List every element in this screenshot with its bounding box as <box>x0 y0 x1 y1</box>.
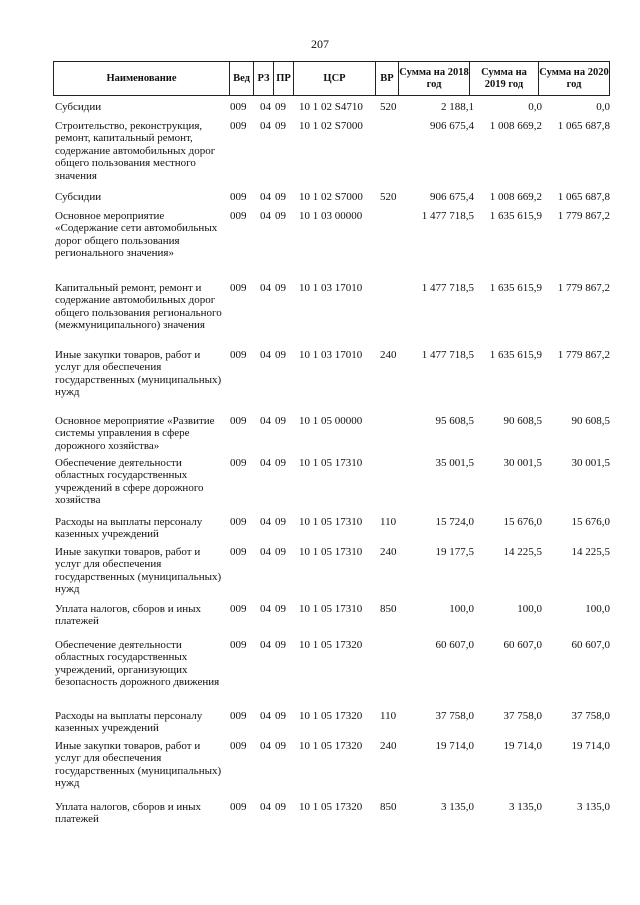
row-name: Уплата налогов, сборов и иных платежей <box>55 801 202 826</box>
row-name: Уплата налогов, сборов и иных платежей <box>55 603 202 628</box>
row-ved: 009 <box>230 349 247 361</box>
row-csr: 10 1 03 17010 <box>299 282 363 294</box>
row-name: Основное мероприятие «Содержание сети автомобильных дорог общего пользования регионального значения» <box>55 210 218 260</box>
row-rz: 04 <box>260 801 271 813</box>
row-vr: 240 <box>380 546 397 558</box>
row-csr: 10 1 05 17320 <box>299 639 363 651</box>
row-pr: 09 <box>275 740 286 752</box>
row-sum-2018: 19 714,0 <box>435 740 474 752</box>
row-sum-2020: 1 065 687,8 <box>557 191 610 203</box>
header-sum-2019: Сумма на 2019 год <box>469 62 538 95</box>
row-sum-2018: 1 477 718,5 <box>421 282 474 294</box>
row-rz: 04 <box>260 740 271 752</box>
row-pr: 09 <box>275 415 286 427</box>
row-rz: 04 <box>260 349 271 361</box>
row-ved: 009 <box>230 415 247 427</box>
row-name: Основное мероприятие «Развитие системы управления в сфере дорожного хозяйства» <box>55 415 215 452</box>
row-vr: 520 <box>380 191 397 203</box>
row-name: Субсидии <box>55 101 102 113</box>
row-pr: 09 <box>275 603 286 615</box>
row-vr: 520 <box>380 101 397 113</box>
row-sum-2020: 3 135,0 <box>577 801 610 813</box>
header-pr: ПР <box>273 62 293 95</box>
row-sum-2018: 100,0 <box>449 603 474 615</box>
row-sum-2019: 15 676,0 <box>503 516 542 528</box>
row-ved: 009 <box>230 210 247 222</box>
row-name: Капитальный ремонт, ремонт и содержание автомобильных дорог общего пользования регионального (межмуниципального) значения <box>55 282 222 332</box>
row-pr: 09 <box>275 639 286 651</box>
row-pr: 09 <box>275 546 286 558</box>
row-ved: 009 <box>230 740 247 752</box>
row-sum-2019: 60 607,0 <box>503 639 542 651</box>
row-pr: 09 <box>275 282 286 294</box>
row-name: Расходы на выплаты персоналу казенных учреждений <box>55 516 203 541</box>
row-csr: 10 1 05 17310 <box>299 603 363 615</box>
row-rz: 04 <box>260 639 271 651</box>
row-pr: 09 <box>275 801 286 813</box>
row-ved: 009 <box>230 603 247 615</box>
row-vr: 850 <box>380 801 397 813</box>
row-rz: 04 <box>260 191 271 203</box>
row-sum-2020: 14 225,5 <box>571 546 610 558</box>
row-name: Строительство, реконструкция, ремонт, капитальный ремонт, содержание автомобильных дорог общего пользования местного значения <box>55 120 216 182</box>
row-sum-2019: 19 714,0 <box>503 740 542 752</box>
row-sum-2018: 37 758,0 <box>435 710 474 722</box>
row-ved: 009 <box>230 191 247 203</box>
row-sum-2020: 0,0 <box>596 101 610 113</box>
row-csr: 10 1 05 17320 <box>299 710 363 722</box>
row-sum-2020: 15 676,0 <box>571 516 610 528</box>
row-pr: 09 <box>275 457 286 469</box>
row-csr: 10 1 02 S7000 <box>299 191 363 203</box>
page-number: 207 <box>311 37 329 51</box>
header-csr: ЦСР <box>293 62 375 95</box>
row-sum-2019: 30 001,5 <box>503 457 542 469</box>
row-sum-2018: 906 675,4 <box>430 191 474 203</box>
row-rz: 04 <box>260 120 271 132</box>
row-sum-2019: 1 635 615,9 <box>489 282 542 294</box>
row-rz: 04 <box>260 415 271 427</box>
row-sum-2020: 30 001,5 <box>571 457 610 469</box>
row-name: Обеспечение деятельности областных государственных учреждений в сфере дорожного хозяйства <box>55 457 204 507</box>
header-sum-2020: Сумма на 2020 год <box>538 62 609 95</box>
row-csr: 10 1 02 S4710 <box>299 101 363 113</box>
row-sum-2019: 90 608,5 <box>503 415 542 427</box>
row-sum-2019: 1 635 615,9 <box>489 210 542 222</box>
row-ved: 009 <box>230 282 247 294</box>
row-sum-2018: 3 135,0 <box>441 801 474 813</box>
row-pr: 09 <box>275 516 286 528</box>
row-vr: 110 <box>380 710 397 722</box>
row-pr: 09 <box>275 349 286 361</box>
row-sum-2020: 100,0 <box>585 603 610 615</box>
header-name: Наименование <box>106 72 177 84</box>
row-csr: 10 1 05 17320 <box>299 740 363 752</box>
row-ved: 009 <box>230 120 247 132</box>
row-sum-2018: 906 675,4 <box>430 120 474 132</box>
row-rz: 04 <box>260 710 271 722</box>
row-sum-2019: 0,0 <box>528 101 542 113</box>
row-rz: 04 <box>260 282 271 294</box>
row-sum-2019: 3 135,0 <box>509 801 542 813</box>
header-rz: РЗ <box>253 62 273 95</box>
row-rz: 04 <box>260 210 271 222</box>
row-ved: 009 <box>230 801 247 813</box>
row-ved: 009 <box>230 639 247 651</box>
header-ved: Вед <box>229 62 253 95</box>
row-vr: 240 <box>380 349 397 361</box>
row-rz: 04 <box>260 546 271 558</box>
row-sum-2018: 1 477 718,5 <box>421 349 474 361</box>
row-rz: 04 <box>260 101 271 113</box>
row-vr: 850 <box>380 603 397 615</box>
row-sum-2019: 1 008 669,2 <box>489 120 542 132</box>
row-sum-2019: 37 758,0 <box>503 710 542 722</box>
row-name: Иные закупки товаров, работ и услуг для обеспечения государственных (муниципальных) нужд <box>55 349 222 399</box>
row-ved: 009 <box>230 516 247 528</box>
row-name: Иные закупки товаров, работ и услуг для обеспечения государственных (муниципальных) нужд <box>55 546 222 596</box>
row-sum-2019: 100,0 <box>517 603 542 615</box>
row-ved: 009 <box>230 546 247 558</box>
row-csr: 10 1 05 00000 <box>299 415 363 427</box>
row-sum-2018: 19 177,5 <box>435 546 474 558</box>
header-vr: ВР <box>375 62 398 95</box>
row-name: Субсидии <box>55 191 102 203</box>
row-sum-2018: 95 608,5 <box>435 415 474 427</box>
row-vr: 110 <box>380 516 397 528</box>
row-csr: 10 1 02 S7000 <box>299 120 363 132</box>
row-rz: 04 <box>260 516 271 528</box>
row-rz: 04 <box>260 603 271 615</box>
row-ved: 009 <box>230 710 247 722</box>
row-pr: 09 <box>275 120 286 132</box>
row-sum-2020: 1 065 687,8 <box>557 120 610 132</box>
row-pr: 09 <box>275 191 286 203</box>
row-sum-2020: 90 608,5 <box>571 415 610 427</box>
row-csr: 10 1 05 17320 <box>299 801 363 813</box>
row-rz: 04 <box>260 457 271 469</box>
row-csr: 10 1 03 17010 <box>299 349 363 361</box>
row-sum-2018: 2 188,1 <box>441 101 474 113</box>
header-sum-2018: Сумма на 2018 год <box>398 62 469 95</box>
row-sum-2020: 1 779 867,2 <box>557 210 610 222</box>
row-csr: 10 1 05 17310 <box>299 546 363 558</box>
row-sum-2018: 1 477 718,5 <box>421 210 474 222</box>
row-sum-2019: 1 635 615,9 <box>489 349 542 361</box>
row-pr: 09 <box>275 210 286 222</box>
row-csr: 10 1 05 17310 <box>299 516 363 528</box>
row-sum-2019: 14 225,5 <box>503 546 542 558</box>
row-name: Расходы на выплаты персоналу казенных учреждений <box>55 710 203 735</box>
row-sum-2018: 60 607,0 <box>435 639 474 651</box>
row-sum-2020: 1 779 867,2 <box>557 282 610 294</box>
row-pr: 09 <box>275 101 286 113</box>
row-name: Обеспечение деятельности областных государственных учреждений, организующих безопасность дорожного движения <box>55 639 220 689</box>
row-vr: 240 <box>380 740 397 752</box>
row-sum-2019: 1 008 669,2 <box>489 191 542 203</box>
row-sum-2018: 35 001,5 <box>435 457 474 469</box>
row-csr: 10 1 03 00000 <box>299 210 363 222</box>
row-ved: 009 <box>230 457 247 469</box>
row-csr: 10 1 05 17310 <box>299 457 363 469</box>
row-name: Иные закупки товаров, работ и услуг для обеспечения государственных (муниципальных) нужд <box>55 740 222 790</box>
row-sum-2018: 15 724,0 <box>435 516 474 528</box>
row-sum-2020: 37 758,0 <box>571 710 610 722</box>
row-ved: 009 <box>230 101 247 113</box>
row-sum-2020: 1 779 867,2 <box>557 349 610 361</box>
row-sum-2020: 19 714,0 <box>571 740 610 752</box>
row-pr: 09 <box>275 710 286 722</box>
table-header <box>53 61 610 96</box>
row-sum-2020: 60 607,0 <box>571 639 610 651</box>
